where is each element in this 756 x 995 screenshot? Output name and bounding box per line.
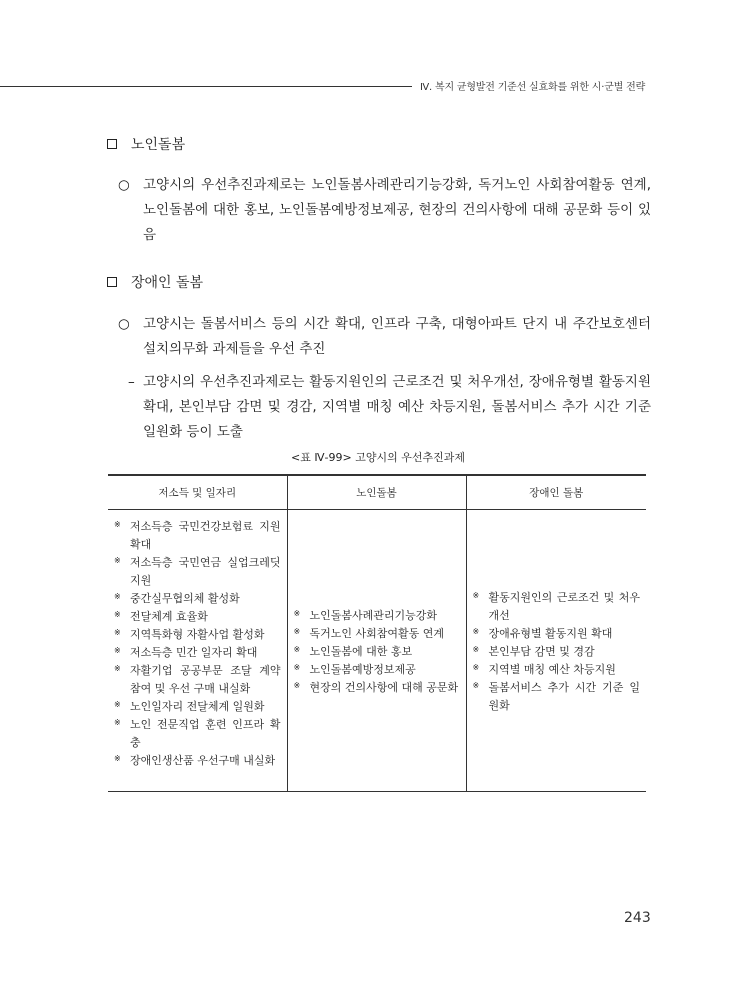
circle-bullet-icon: ○: [118, 316, 130, 332]
list-item-text: 독거노인 사회참여활동 연계: [309, 626, 445, 640]
running-header: Ⅳ. 복지 균형발전 기준선 실효화를 위한 시·군별 전략: [420, 82, 646, 93]
list-item: [294, 679, 460, 697]
list-item: [114, 608, 281, 626]
header-rule: [0, 86, 412, 87]
list-item: [473, 643, 641, 661]
list-item-text: 저소득층 민간 일자리 확대: [130, 646, 258, 659]
list-item-text: 노인돌봄예방정보제공: [309, 662, 416, 676]
reference-mark-icon: ※: [293, 680, 300, 690]
list-item: [114, 698, 281, 716]
list-item-text: 지역별 매칭 예산 차등지원: [488, 662, 616, 676]
reference-mark-icon: ※: [114, 754, 120, 763]
reference-mark-icon: ※: [114, 610, 120, 619]
list-item: [294, 661, 460, 679]
table-cell-low-income: [108, 510, 287, 792]
list-item: [114, 590, 281, 608]
list-item: [114, 662, 281, 698]
square-bullet-icon: [107, 139, 117, 149]
table-cell-disability-care: [466, 510, 646, 792]
list-item: [114, 626, 281, 644]
circle-bullet-icon: ○: [118, 177, 130, 193]
list-item: [294, 643, 460, 661]
reference-mark-icon: ※: [472, 662, 479, 672]
reference-mark-icon: ※: [472, 644, 479, 654]
reference-mark-icon: ※: [293, 626, 300, 636]
list-item-text: 전달체계 효율화: [130, 610, 208, 623]
list-item-text: 노인 전문직업 훈련 인프라 확충: [130, 718, 281, 749]
cell-list: [294, 607, 460, 697]
list-item-text: 지역특화형 자활사업 활성화: [130, 628, 265, 641]
table-caption: <표 Ⅳ-99> 고양시의 우선추진과제: [291, 451, 465, 464]
reference-mark-icon: ※: [114, 556, 120, 565]
reference-mark-icon: ※: [472, 590, 479, 600]
list-item-text: 노인돌봄사례관리기능강화: [309, 608, 438, 622]
reference-mark-icon: ※: [472, 680, 479, 690]
list-item-text: 돌봄서비스 추가 시간 기준 일원화: [488, 680, 640, 712]
cell-list: [473, 589, 641, 715]
cell-list: [114, 518, 281, 770]
table-header-row: [108, 475, 646, 510]
reference-mark-icon: ※: [472, 626, 479, 636]
reference-mark-icon: ※: [114, 700, 120, 709]
list-item: [473, 625, 641, 643]
list-item: [473, 661, 641, 679]
list-item-text: 장애인생산품 우선구매 내실화: [130, 754, 276, 767]
list-item: [294, 607, 460, 625]
list-item-text: 자활기업 공공부문 조달 계약 참여 및 우선 구매 내실화: [130, 664, 281, 695]
list-item-text: 본인부담 감면 및 경감: [488, 644, 595, 658]
list-item-text: 현장의 건의사항에 대해 공문화: [309, 680, 459, 694]
column-header: 노인돌봄: [287, 475, 466, 510]
list-item-text: 저소득층 국민건강보험료 지원 확대: [130, 520, 281, 551]
reference-mark-icon: ※: [114, 718, 120, 727]
list-item: [114, 518, 281, 554]
reference-mark-icon: ※: [114, 520, 120, 529]
list-item-text: 활동지원인의 근로조건 및 처우개선: [488, 590, 640, 622]
list-item: [114, 752, 281, 770]
section-heading-elderly-care: [107, 134, 185, 154]
list-item-text: 중간실무협의체 활성화: [130, 592, 240, 605]
list-item-text: 노인일자리 전달체계 일원화: [130, 700, 265, 713]
column-header: 장애인 돌봄: [466, 475, 646, 510]
table-row: [108, 510, 646, 792]
list-item-text: 장애유형별 활동지원 확대: [488, 626, 613, 640]
reference-mark-icon: ※: [293, 662, 300, 672]
list-item: [114, 644, 281, 662]
section-title: 노인돌봄: [131, 137, 186, 153]
reference-mark-icon: ※: [293, 608, 300, 618]
reference-mark-icon: ※: [293, 644, 300, 654]
list-item: [114, 716, 281, 752]
sub-bullet-paragraph: 고양시의 우선추진과제로는 활동지원인의 근로조건 및 처우개선, 장애유형별 활동지원 확대, 본인부담 감면 및 경감, 지역별 매칭 예산 차등지원, 돌봄서비스 추가 시간 기준 일원화 등이 도출: [143, 374, 651, 440]
list-item: [473, 589, 641, 625]
list-item-text: 노인돌봄에 대한 홍보: [309, 644, 413, 658]
page-number: 243: [624, 910, 651, 926]
list-item-text: 저소득층 국민연금 실업크레딧 지원: [130, 556, 281, 587]
section-title: 장애인 돌봄: [131, 275, 204, 291]
priority-tasks-table: [108, 474, 646, 792]
table-cell-elderly-care: [287, 510, 466, 792]
list-item: [294, 625, 460, 643]
column-header: 저소득 및 일자리: [108, 475, 287, 510]
reference-mark-icon: ※: [114, 664, 120, 673]
list-item: [473, 679, 641, 715]
square-bullet-icon: [107, 277, 117, 287]
dash-bullet-icon: –: [128, 374, 135, 390]
section-paragraph: 고양시는 돌봄서비스 등의 시간 확대, 인프라 구축, 대형아파트 단지 내 주간보호센터 설치의무화 과제들을 우선 추진: [143, 316, 651, 357]
list-item: [114, 554, 281, 590]
reference-mark-icon: ※: [114, 592, 120, 601]
reference-mark-icon: ※: [114, 628, 120, 637]
section-heading-disability-care: [107, 272, 203, 292]
section-paragraph: 고양시의 우선추진과제로는 노인돌봄사례관리기능강화, 독거노인 사회참여활동 연계, 노인돌봄에 대한 홍보, 노인돌봄예방정보제공, 현장의 건의사항에 대해 공문화 등이 있음: [143, 177, 651, 243]
reference-mark-icon: ※: [114, 646, 120, 655]
